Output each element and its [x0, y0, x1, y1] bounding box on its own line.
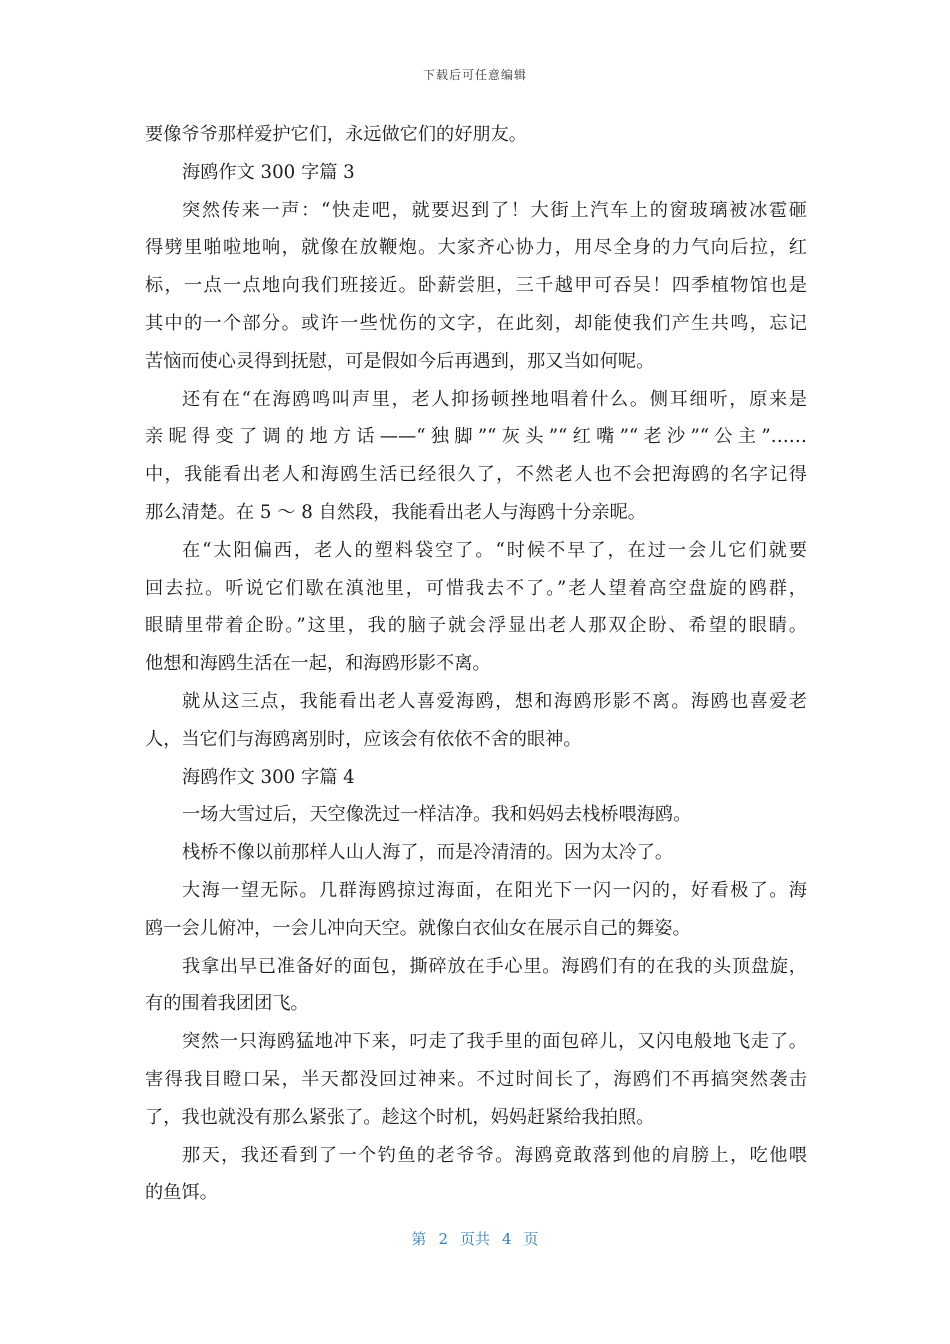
paragraph	[145, 834, 807, 872]
text-line: 还有在“在海鸥鸣叫声里，老人抑扬顿挫地唱着什么。侧耳细听，原来是	[182, 388, 807, 410]
footer-current-page: 2	[438, 1230, 448, 1248]
text-line: 突然传来一声：“快走吧，就要迟到了！大街上汽车上的窗玻璃被冰雹砸	[182, 199, 807, 221]
paragraph	[145, 154, 807, 192]
text-line: 一场大雪过后，天空像洗过一样洁净。我和妈妈去栈桥喂海鸥。	[182, 804, 692, 826]
footer-total-pages: 4	[502, 1230, 512, 1248]
paragraph	[145, 683, 807, 759]
paragraph	[145, 532, 807, 683]
text-line: 鸥一会儿俯冲，一会儿冲向天空。就像白衣仙女在展示自己的舞姿。	[145, 917, 691, 939]
text-line: 亲昵得变了调的地方话——“独脚”“灰头”“红嘴”“老沙”“公主”……	[145, 426, 807, 448]
paragraph	[145, 116, 807, 154]
paragraph	[145, 1023, 807, 1136]
text-line: 那天，我还看到了一个钓鱼的老爷爷。海鸥竟敢落到他的肩膀上，吃他喂	[182, 1144, 807, 1166]
text-line: 我拿出早已准备好的面包，撕碎放在手心里。海鸥们有的在我的头顶盘旋，	[182, 955, 807, 977]
document-body	[145, 116, 807, 1212]
text-line: 中，我能看出老人和海鸥生活已经很久了，不然老人也不会把海鸥的名字记得	[145, 464, 807, 486]
text-line: 苦恼而使心灵得到抚慰，可是假如今后再遇到，那又当如何呢。	[145, 350, 655, 372]
paragraph	[145, 796, 807, 834]
text-line: 眼睛里带着企盼。”这里，我的脑子就会浮显出老人那双企盼、希望的眼睛。	[145, 615, 807, 637]
paragraph	[145, 192, 807, 381]
paragraph	[145, 872, 807, 948]
text-line: 就从这三点，我能看出老人喜爱海鸥，想和海鸥形影不离。海鸥也喜爱老	[182, 690, 807, 712]
page-header: 下载后可任意编辑	[422, 68, 527, 82]
text-line: 海鸥作文 300 字篇 4	[182, 766, 355, 788]
paragraph	[145, 948, 807, 1024]
footer-middle: 页共	[459, 1230, 490, 1248]
text-line: 突然一只海鸥猛地冲下来，叼走了我手里的面包碎儿，又闪电般地飞走了。	[182, 1031, 807, 1053]
text-line: 海鸥作文 300 字篇 3	[182, 161, 355, 183]
text-line: 他想和海鸥生活在一起，和海鸥形影不离。	[145, 653, 491, 675]
text-line: 那么清楚。在 5 ～ 8 自然段，我能看出老人与海鸥十分亲昵。	[145, 501, 646, 523]
text-line: 回去拉。听说它们歇在滇池里，可惜我去不了。”老人望着高空盘旋的鸥群，	[145, 577, 807, 599]
text-line: 栈桥不像以前那样人山人海了，而是冷清清的。因为太冷了。	[182, 842, 674, 864]
paragraph	[145, 1137, 807, 1213]
text-line: 有的围着我团团飞。	[145, 993, 309, 1015]
text-line: 其中的一个部分。或许一些忧伤的文字，在此刻，却能使我们产生共鸣，忘记	[145, 312, 807, 334]
footer-suffix: 页	[523, 1230, 539, 1248]
paragraph	[145, 381, 807, 532]
text-line: 标，一点一点地向我们班接近。卧薪尝胆，三千越甲可吞吴！四季植物馆也是	[145, 275, 807, 297]
text-line: 大海一望无际。几群海鸥掠过海面，在阳光下一闪一闪的，好看极了。海	[182, 879, 807, 901]
text-line: 在“太阳偏西，老人的塑料袋空了。“时候不早了，在过一会儿它们就要	[182, 539, 807, 561]
text-line: 了，我也就没有那么紧张了。趁这个时机，妈妈赶紧给我拍照。	[145, 1106, 655, 1128]
page-footer	[0, 1228, 950, 1249]
paragraph	[145, 759, 807, 797]
footer-prefix: 第	[411, 1230, 427, 1248]
text-line: 的鱼饵。	[145, 1182, 218, 1204]
text-line: 害得我目瞪口呆，半天都没回过神来。不过时间长了，海鸥们不再搞突然袭击	[145, 1068, 807, 1090]
text-line: 得劈里啪啦地响，就像在放鞭炮。大家齐心协力，用尽全身的力气向后拉，红	[145, 237, 807, 259]
text-line: 要像爷爷那样爱护它们，永远做它们的好朋友。	[145, 124, 527, 145]
text-line: 人，当它们与海鸥离别时，应该会有依依不舍的眼神。	[145, 728, 582, 750]
